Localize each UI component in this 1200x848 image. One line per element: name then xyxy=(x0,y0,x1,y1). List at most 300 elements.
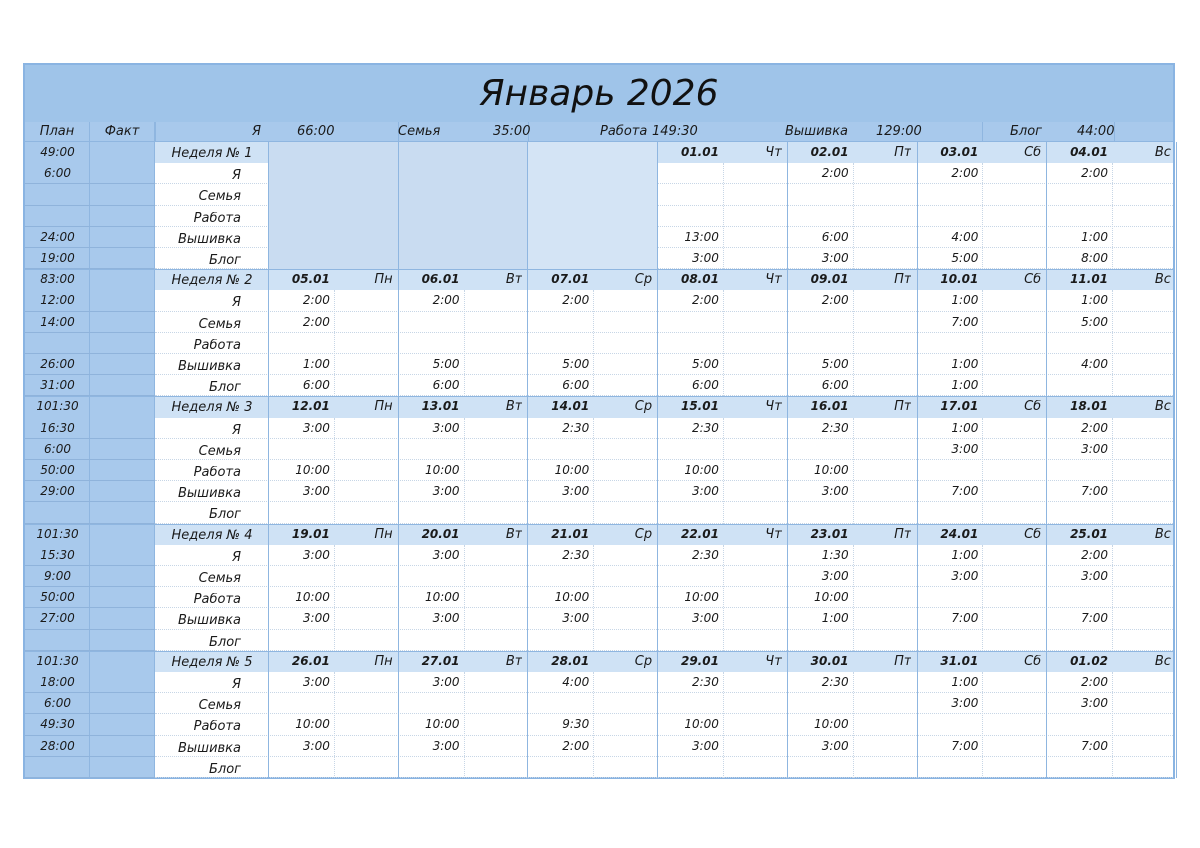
day-column-border xyxy=(787,142,788,269)
day-value: 10:00 xyxy=(554,464,590,476)
day-value: 1:00 xyxy=(951,358,979,370)
day-of-week: Пн xyxy=(374,273,393,287)
category-plan: 29:00 xyxy=(40,485,75,498)
week-plan-total: 83:00 xyxy=(40,273,75,286)
plan-row-divider xyxy=(25,459,155,460)
day-date: 11.01 xyxy=(1070,273,1109,286)
category-label: Я xyxy=(231,423,241,437)
day-value: 2:30 xyxy=(562,421,590,434)
row-divider xyxy=(155,713,1173,714)
day-of-week: Чт xyxy=(765,273,782,287)
plan-row-divider xyxy=(25,713,155,714)
day-of-week: Пт xyxy=(894,400,912,414)
category-plan: 18:00 xyxy=(40,676,75,688)
day-of-week: Чт xyxy=(765,527,782,541)
day-value: 3:00 xyxy=(1081,442,1109,455)
day-column-border xyxy=(657,396,658,523)
day-of-week: Чт xyxy=(765,146,782,159)
day-value: 8:00 xyxy=(1081,252,1109,264)
day-value: 10:00 xyxy=(814,464,849,476)
category-label: Блог xyxy=(208,508,241,522)
day-value: 2:00 xyxy=(302,315,330,328)
day-half-divider xyxy=(723,672,724,778)
day-value: 2:30 xyxy=(691,676,719,688)
category-plan: 27:00 xyxy=(40,612,75,625)
header-separator xyxy=(982,122,983,142)
day-value: 2:00 xyxy=(951,167,979,180)
day-value: 2:00 xyxy=(1081,167,1109,180)
empty-day-block xyxy=(528,142,658,269)
day-value: 5:00 xyxy=(432,358,460,370)
day-column-border xyxy=(657,269,658,396)
category-label: Я xyxy=(231,169,241,183)
day-half-divider xyxy=(593,545,594,651)
day-half-divider xyxy=(1112,163,1113,269)
day-half-divider xyxy=(853,163,854,269)
day-date: 17.01 xyxy=(940,400,979,413)
day-date: 01.02 xyxy=(1070,654,1109,667)
day-value: 4:00 xyxy=(562,676,590,688)
empty-day-block xyxy=(269,142,399,269)
day-value: 3:00 xyxy=(302,485,330,498)
day-date: 29.01 xyxy=(680,654,719,667)
day-column-border xyxy=(1046,651,1047,778)
day-half-divider xyxy=(723,418,724,524)
week-divider xyxy=(25,524,155,525)
day-value: 5:00 xyxy=(1081,315,1109,328)
day-date: 09.01 xyxy=(810,273,849,286)
day-of-week: Вс xyxy=(1154,527,1171,541)
day-value: 6:00 xyxy=(432,379,460,392)
day-date: 23.01 xyxy=(810,527,849,540)
day-of-week: Пн xyxy=(374,527,393,541)
title-band xyxy=(25,65,1173,123)
day-of-week: Вс xyxy=(1154,146,1171,159)
plan-row-divider xyxy=(25,629,155,630)
day-value: 10:00 xyxy=(424,464,460,476)
day-half-divider xyxy=(1112,672,1113,778)
day-value: 10:00 xyxy=(554,591,590,604)
plan-row-divider xyxy=(25,501,155,502)
week-plan-total: 101:30 xyxy=(36,400,79,413)
category-label: Блог xyxy=(208,381,241,395)
day-column-border xyxy=(917,396,918,523)
day-half-divider xyxy=(982,290,983,396)
day-value: 3:00 xyxy=(821,570,849,582)
day-half-divider xyxy=(853,545,854,651)
day-date: 08.01 xyxy=(680,273,719,286)
category-label: Работа xyxy=(193,593,241,607)
day-value: 2:00 xyxy=(821,167,849,180)
day-of-week: Пн xyxy=(374,400,393,414)
plan-row-divider xyxy=(25,607,155,608)
day-value: 2:00 xyxy=(1081,548,1109,561)
plan-row-divider xyxy=(25,311,155,312)
day-column-border xyxy=(917,269,918,396)
label-column-border xyxy=(268,651,269,778)
category-plan: 26:00 xyxy=(40,358,75,370)
header-total-value: 66:00 xyxy=(297,124,335,139)
day-value: 10:00 xyxy=(814,591,849,604)
day-column-border xyxy=(1046,142,1047,269)
day-value: 5:00 xyxy=(821,358,849,370)
day-column-border xyxy=(787,524,788,651)
label-column-border xyxy=(268,269,269,396)
header-plan-label: План xyxy=(25,122,90,142)
day-value: 3:00 xyxy=(1081,697,1109,710)
day-date: 01.01 xyxy=(680,146,719,158)
day-value: 10:00 xyxy=(684,591,719,604)
day-value: 3:00 xyxy=(302,421,330,434)
week-divider xyxy=(25,651,155,652)
day-column-border xyxy=(1176,524,1177,651)
day-date: 13.01 xyxy=(421,400,460,413)
day-value: 6:00 xyxy=(821,379,849,392)
day-half-divider xyxy=(1112,290,1113,396)
day-column-border xyxy=(1046,396,1047,523)
category-label: Работа xyxy=(193,466,241,479)
day-of-week: Сб xyxy=(1024,654,1042,668)
category-label: Вышивка xyxy=(177,741,241,755)
row-divider xyxy=(155,692,1173,693)
day-date: 21.01 xyxy=(551,527,590,540)
day-date: 16.01 xyxy=(810,400,849,413)
category-label: Блог xyxy=(208,635,241,649)
day-value: 10:00 xyxy=(684,464,719,476)
category-plan: 16:30 xyxy=(40,421,75,434)
category-label: Работа xyxy=(193,211,241,225)
day-value: 10:00 xyxy=(814,718,849,731)
day-column-border xyxy=(917,651,918,778)
day-column-border xyxy=(917,142,918,269)
category-label: Семья xyxy=(198,572,241,585)
day-of-week: Пт xyxy=(894,527,912,541)
day-date: 03.01 xyxy=(940,146,979,158)
header-total-label: Работа xyxy=(600,124,648,139)
day-value: 3:00 xyxy=(691,612,719,625)
day-of-week: Вт xyxy=(505,400,523,414)
header-total-value: 149:30 xyxy=(652,124,698,139)
day-of-week: Ср xyxy=(634,400,653,414)
day-value: 7:00 xyxy=(951,315,979,328)
day-value: 7:00 xyxy=(951,612,979,625)
day-value: 3:00 xyxy=(951,697,979,710)
week-divider xyxy=(25,396,155,397)
day-column-border xyxy=(1046,524,1047,651)
day-value: 2:00 xyxy=(302,294,330,307)
day-value: 2:00 xyxy=(432,294,460,307)
day-of-week: Сб xyxy=(1024,146,1042,159)
day-column-border xyxy=(527,651,528,778)
day-date: 15.01 xyxy=(680,400,719,413)
day-value: 3:00 xyxy=(821,485,849,498)
row-divider xyxy=(155,353,1173,354)
day-half-divider xyxy=(1112,545,1113,651)
day-value: 4:00 xyxy=(1081,358,1109,370)
day-value: 1:00 xyxy=(951,379,979,392)
day-value: 13:00 xyxy=(684,230,719,243)
plan-row-divider xyxy=(25,183,155,184)
week-plan-total: 101:30 xyxy=(36,654,79,667)
category-label: Блог xyxy=(208,254,241,267)
day-half-divider xyxy=(982,418,983,524)
day-of-week: Сб xyxy=(1024,527,1042,541)
category-plan: 31:00 xyxy=(40,379,75,392)
day-half-divider xyxy=(1112,418,1113,524)
plan-row-divider xyxy=(25,247,155,248)
plan-row-divider xyxy=(25,692,155,693)
day-value: 1:00 xyxy=(1081,230,1109,243)
day-value: 3:00 xyxy=(562,612,590,625)
day-half-divider xyxy=(593,418,594,524)
day-date: 26.01 xyxy=(291,654,330,667)
category-plan: 6:00 xyxy=(44,697,71,710)
week-plan-total: 49:00 xyxy=(40,146,75,158)
day-column-border xyxy=(398,269,399,396)
week-label: Неделя № 4 xyxy=(171,528,253,542)
category-label: Вышивка xyxy=(177,614,241,628)
day-half-divider xyxy=(723,163,724,269)
day-value: 2:00 xyxy=(1081,421,1109,434)
page-title: Январь 2026 xyxy=(479,73,719,114)
day-date: 18.01 xyxy=(1070,400,1109,413)
day-column-border xyxy=(1176,396,1177,523)
day-of-week: Чт xyxy=(765,400,782,414)
planner-sheet xyxy=(23,63,1175,779)
day-half-divider xyxy=(464,290,465,396)
day-value: 3:00 xyxy=(821,252,849,264)
day-of-week: Вс xyxy=(1154,654,1171,668)
day-value: 7:00 xyxy=(1081,739,1109,752)
day-value: 6:00 xyxy=(562,379,590,392)
plan-row-divider xyxy=(25,565,155,566)
plan-row-divider xyxy=(25,438,155,439)
day-date: 14.01 xyxy=(551,400,590,413)
day-value: 7:00 xyxy=(1081,612,1109,625)
fact-column xyxy=(90,142,155,778)
day-value: 10:00 xyxy=(295,464,330,476)
day-value: 3:00 xyxy=(302,612,330,625)
day-half-divider xyxy=(464,418,465,524)
day-value: 3:00 xyxy=(691,252,719,264)
day-value: 6:00 xyxy=(691,379,719,392)
row-divider xyxy=(155,607,1173,608)
category-plan: 49:30 xyxy=(40,718,75,731)
plan-row-divider xyxy=(25,374,155,375)
category-plan: 12:00 xyxy=(40,294,75,307)
row-divider xyxy=(155,374,1173,375)
week-plan-total: 101:30 xyxy=(36,527,79,540)
category-label: Семья xyxy=(198,444,241,458)
category-label: Семья xyxy=(198,190,241,204)
category-plan: 50:00 xyxy=(40,591,75,604)
day-of-week: Сб xyxy=(1024,273,1042,287)
row-divider xyxy=(155,735,1173,736)
category-label: Блог xyxy=(208,762,241,776)
day-value: 6:00 xyxy=(821,230,849,243)
day-value: 3:00 xyxy=(691,485,719,498)
plan-row-divider xyxy=(25,332,155,333)
plan-row-divider xyxy=(25,777,155,778)
header-total-value: 129:00 xyxy=(876,124,922,139)
day-value: 3:00 xyxy=(562,485,590,498)
day-half-divider xyxy=(334,290,335,396)
day-value: 9:30 xyxy=(562,718,590,731)
day-value: 1:00 xyxy=(821,612,849,625)
day-value: 3:00 xyxy=(1081,570,1109,582)
day-value: 5:00 xyxy=(691,358,719,370)
day-of-week: Сб xyxy=(1024,400,1042,414)
day-date: 05.01 xyxy=(291,273,330,286)
day-value: 3:00 xyxy=(302,676,330,688)
category-plan: 9:00 xyxy=(44,570,71,582)
category-plan: 6:00 xyxy=(44,442,71,455)
day-of-week: Вт xyxy=(505,273,523,287)
row-divider xyxy=(155,777,1173,778)
day-value: 1:30 xyxy=(821,548,849,561)
day-half-divider xyxy=(593,672,594,778)
day-half-divider xyxy=(853,418,854,524)
day-date: 27.01 xyxy=(421,654,460,667)
week-divider xyxy=(25,269,155,270)
day-half-divider xyxy=(853,672,854,778)
day-date: 07.01 xyxy=(551,273,590,286)
day-value: 1:00 xyxy=(951,294,979,307)
plan-row-divider xyxy=(25,756,155,757)
day-half-divider xyxy=(982,163,983,269)
day-column-border xyxy=(527,524,528,651)
day-date: 25.01 xyxy=(1070,527,1109,540)
row-divider xyxy=(155,756,1173,757)
header-total-value: 35:00 xyxy=(493,124,531,139)
day-value: 1:00 xyxy=(1081,294,1109,307)
day-column-border xyxy=(657,651,658,778)
day-value: 3:00 xyxy=(432,421,460,434)
day-value: 3:00 xyxy=(432,676,460,688)
day-value: 2:00 xyxy=(691,294,719,307)
day-column-border xyxy=(398,524,399,651)
day-date: 10.01 xyxy=(940,273,979,286)
plan-row-divider xyxy=(25,353,155,354)
day-column-border xyxy=(527,269,528,396)
day-of-week: Пн xyxy=(374,654,393,668)
day-half-divider xyxy=(464,672,465,778)
day-column-border xyxy=(1176,651,1177,778)
day-column-border xyxy=(787,396,788,523)
day-value: 7:00 xyxy=(1081,485,1109,498)
day-value: 3:00 xyxy=(432,739,460,752)
day-date: 22.01 xyxy=(680,527,719,540)
day-value: 3:00 xyxy=(432,612,460,625)
category-label: Работа xyxy=(193,338,241,352)
day-date: 31.01 xyxy=(940,654,979,667)
week-label: Неделя № 2 xyxy=(171,274,253,288)
day-date: 20.01 xyxy=(421,527,460,540)
day-date: 19.01 xyxy=(291,527,330,540)
day-column-border xyxy=(1176,142,1177,269)
header-total-value: 44:00 xyxy=(1077,124,1115,139)
week-label: Неделя № 3 xyxy=(171,401,253,415)
day-half-divider xyxy=(334,672,335,778)
day-value: 10:00 xyxy=(424,718,460,731)
plan-row-divider xyxy=(25,226,155,227)
day-column-border xyxy=(917,524,918,651)
row-divider xyxy=(155,459,1173,460)
category-label: Я xyxy=(231,678,241,691)
day-value: 2:30 xyxy=(691,421,719,434)
category-label: Вышивка xyxy=(177,232,241,246)
day-half-divider xyxy=(723,290,724,396)
day-half-divider xyxy=(982,672,983,778)
category-label: Я xyxy=(231,296,241,310)
day-column-border xyxy=(398,651,399,778)
label-column-border xyxy=(268,524,269,651)
day-value: 2:00 xyxy=(821,294,849,307)
row-divider xyxy=(155,501,1173,502)
day-value: 3:00 xyxy=(691,739,719,752)
day-value: 7:00 xyxy=(951,739,979,752)
day-value: 5:00 xyxy=(951,252,979,264)
day-half-divider xyxy=(982,545,983,651)
day-half-divider xyxy=(334,418,335,524)
day-value: 10:00 xyxy=(295,591,330,604)
day-value: 3:00 xyxy=(432,485,460,498)
header-total-label: Вышивка xyxy=(785,124,849,139)
row-divider xyxy=(155,629,1173,630)
day-half-divider xyxy=(334,545,335,651)
day-value: 10:00 xyxy=(684,718,719,731)
category-label: Работа xyxy=(193,720,241,734)
header-fact-label: Факт xyxy=(90,122,155,142)
day-column-border xyxy=(1046,269,1047,396)
day-column-border xyxy=(787,269,788,396)
day-value: 2:30 xyxy=(821,676,849,688)
category-plan: 14:00 xyxy=(40,315,75,328)
row-divider xyxy=(155,586,1173,587)
plan-row-divider xyxy=(25,735,155,736)
day-value: 1:00 xyxy=(302,358,330,370)
empty-day-block xyxy=(399,142,529,269)
plan-row-divider xyxy=(25,586,155,587)
row-divider xyxy=(155,480,1173,481)
day-value: 2:30 xyxy=(691,548,719,561)
plan-row-divider xyxy=(25,205,155,206)
day-half-divider xyxy=(853,290,854,396)
day-of-week: Вт xyxy=(505,527,523,541)
day-value: 7:00 xyxy=(951,485,979,498)
week-label: Неделя № 1 xyxy=(171,147,253,160)
category-label: Вышивка xyxy=(177,360,241,373)
day-value: 3:00 xyxy=(951,570,979,582)
day-of-week: Пт xyxy=(894,273,912,287)
header-total-label: Блог xyxy=(1010,124,1043,139)
day-column-border xyxy=(1176,269,1177,396)
day-value: 2:30 xyxy=(821,421,849,434)
row-divider xyxy=(155,565,1173,566)
category-label: Я xyxy=(231,550,241,564)
day-value: 2:00 xyxy=(562,739,590,752)
day-of-week: Пт xyxy=(894,654,912,668)
category-plan: 15:30 xyxy=(40,548,75,561)
week-label: Неделя № 5 xyxy=(171,655,253,669)
category-plan: 50:00 xyxy=(40,464,75,476)
day-value: 3:00 xyxy=(302,548,330,561)
day-value: 3:00 xyxy=(302,739,330,752)
label-column-border xyxy=(268,396,269,523)
day-value: 10:00 xyxy=(295,718,330,731)
day-value: 2:00 xyxy=(1081,676,1109,688)
day-of-week: Ср xyxy=(634,273,653,287)
